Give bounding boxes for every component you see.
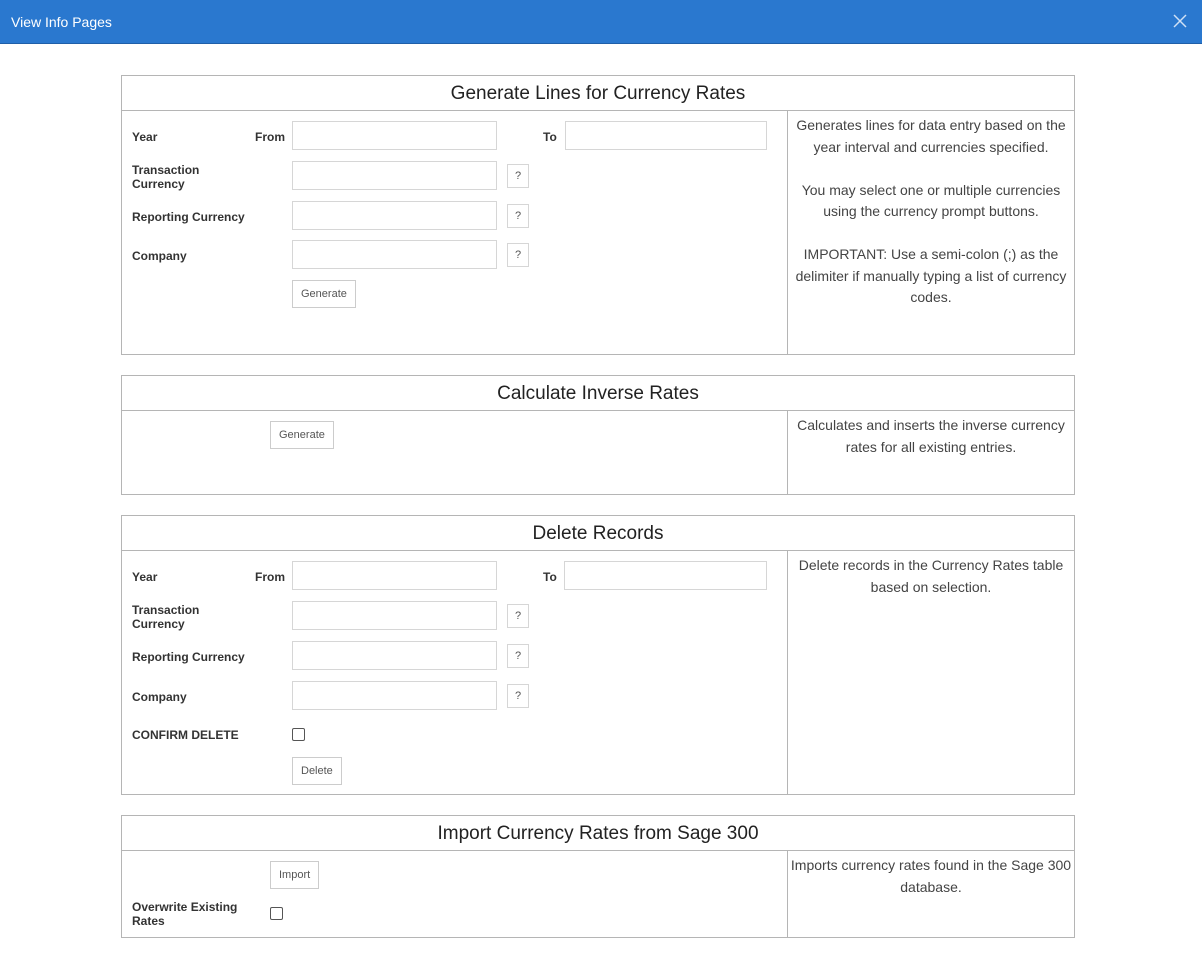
transaction-currency-input[interactable] [292, 161, 497, 190]
confirm-delete-checkbox[interactable] [292, 728, 305, 741]
import-rates-description [787, 851, 1074, 937]
year-label: Year [132, 130, 158, 144]
delete-records-title: Delete Records [122, 516, 1074, 551]
delete-year-from-input[interactable] [292, 561, 497, 590]
reporting-currency-input[interactable] [292, 201, 497, 230]
overwrite-existing-rates-label: Overwrite Existing Rates [132, 900, 238, 928]
delete-company-input[interactable] [292, 681, 497, 710]
company-label: Company [132, 249, 187, 263]
company-prompt-button[interactable]: ? [507, 243, 529, 267]
confirm-delete-label: CONFIRM DELETE [132, 728, 239, 742]
delete-records-panel [121, 515, 1075, 795]
generate-lines-description [787, 111, 1074, 354]
year-from-input[interactable] [292, 121, 497, 150]
to-label: To [543, 130, 557, 144]
transaction-currency-prompt-button[interactable]: ? [507, 164, 529, 188]
description-text: Imports currency rates found in the Sage 300 database. [790, 857, 1072, 895]
transaction-currency-label: Transaction Currency [132, 163, 200, 191]
close-icon[interactable] [1172, 13, 1188, 29]
reporting-currency-label: Reporting Currency [132, 210, 245, 224]
description-line: IMPORTANT: Use a semi-colon (;) as the delimiter if manually typing a list of currency codes. [795, 246, 1067, 305]
delete-records-description [787, 551, 1074, 794]
to-label: To [543, 570, 557, 584]
import-rates-title: Import Currency Rates from Sage 300 [122, 816, 1074, 851]
import-rates-panel [121, 815, 1075, 938]
description-line: You may select one or multiple currencies using the currency prompt buttons. [801, 181, 1061, 219]
inverse-rates-description [787, 411, 1074, 494]
company-label: Company [132, 690, 187, 704]
generate-lines-button[interactable]: Generate [292, 280, 356, 308]
delete-reporting-currency-input[interactable] [292, 641, 497, 670]
year-to-input[interactable] [565, 121, 767, 150]
delete-reporting-currency-prompt-button[interactable]: ? [507, 644, 529, 668]
transaction-currency-label: Transaction Currency [132, 603, 200, 631]
reporting-currency-prompt-button[interactable]: ? [507, 204, 529, 228]
delete-transaction-currency-input[interactable] [292, 601, 497, 630]
delete-button[interactable]: Delete [292, 757, 342, 785]
reporting-currency-label: Reporting Currency [132, 650, 245, 664]
generate-lines-panel [121, 75, 1075, 355]
delete-year-to-input[interactable] [564, 561, 767, 590]
description-text: Calculates and inserts the inverse currency rates for all existing entries. [797, 417, 1065, 455]
import-button[interactable]: Import [270, 861, 319, 889]
generate-lines-title: Generate Lines for Currency Rates [122, 76, 1074, 111]
window-title: View Info Pages [11, 14, 112, 30]
description-text: Delete records in the Currency Rates table based on selection. [798, 557, 1064, 595]
company-input[interactable] [292, 240, 497, 269]
from-label: From [255, 130, 285, 144]
delete-transaction-currency-prompt-button[interactable]: ? [507, 604, 529, 628]
from-label: From [255, 570, 285, 584]
delete-company-prompt-button[interactable]: ? [507, 684, 529, 708]
overwrite-existing-rates-checkbox[interactable] [270, 907, 283, 920]
inverse-rates-panel [121, 375, 1075, 495]
inverse-rates-generate-button[interactable]: Generate [270, 421, 334, 449]
year-label: Year [132, 570, 158, 584]
title-bar [0, 0, 1202, 44]
inverse-rates-title: Calculate Inverse Rates [122, 376, 1074, 411]
description-line: Generates lines for data entry based on the year interval and currencies specified. [796, 117, 1066, 155]
